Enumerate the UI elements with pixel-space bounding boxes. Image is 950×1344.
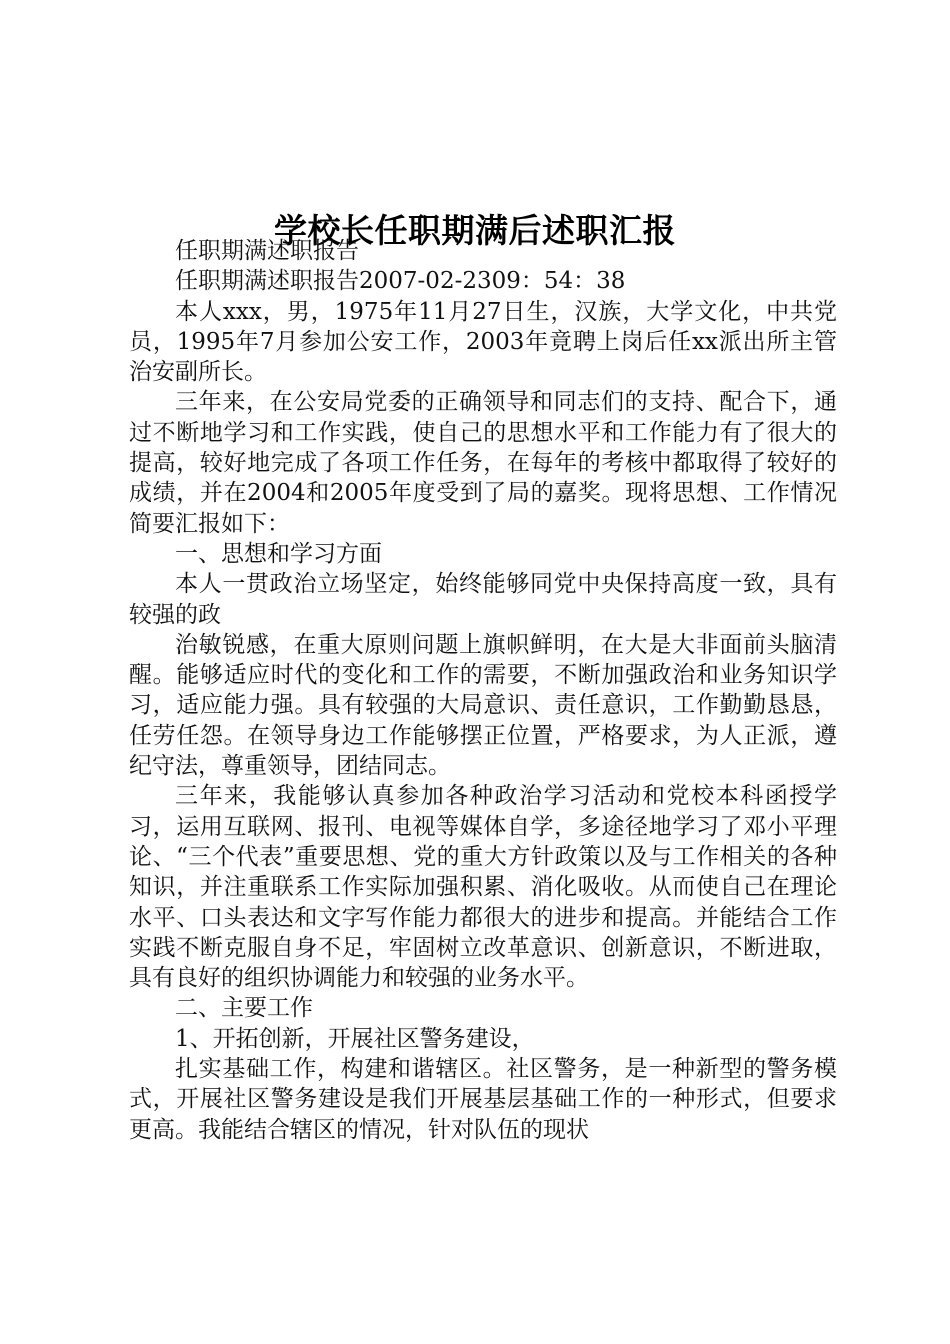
paragraph: 治敏锐感，在重大原则问题上旗帜鲜明，在大是大非面前头脑清醒。能够适应时代的变化和工作的需要，不断加强政治和业务知识学习，适应能力强。具有较强的大局意识、责任意识，工作勤勤恳恳，任劳任怨。在领导身边工作能够摆正位置，严格要求，为人正派，遵纪守法，尊重领导，团结同志。 [129,631,837,780]
document-title: 学校长任职期满后述职汇报 [274,211,676,251]
section-heading: 二、主要工作 [175,995,313,1022]
paragraph: 任职期满述职报告2007-02-2309：54：38 [175,268,626,295]
paragraph: 任职期满述职报告 [175,238,359,264]
document-body [129,236,837,1145]
paragraph: 三年来，我能够认真参加各种政治学习活动和党校本科函授学习，运用互联网、报刊、电视等媒体自学，多途径地学习了邓小平理论、“三个代表”重要思想、党的重大方针政策以及与工作相关的各种知识，并注重联系工作实际加强积累、消化吸收。从而使自己在理论水平、口头表达和文字写作能力都很大的进步和提高。并能结合工作实践不断克服自身不足，牢固树立改革意识、创新意识，不断进取，具有良好的组织协调能力和较强的业务水平。 [129,783,837,992]
paragraph: 本人一贯政治立场坚定，始终能够同党中央保持高度一致，具有较强的政 [129,571,837,628]
paragraph: 扎实基础工作，构建和谐辖区。社区警务，是一种新型的警务模式，开展社区警务建设是我们开展基层基础工作的一种形式，但要求更高。我能结合辖区的情况，针对队伍的现状 [129,1056,837,1143]
paragraph: 三年来，在公安局党委的正确领导和同志们的支持、配合下，通过不断地学习和工作实践，使自己的思想水平和工作能力有了很大的提高，较好地完成了各项工作任务，在每年的考核中都取得了较好的成绩，并在2004和2005年度受到了局的嘉奖。现将思想、工作情况简要汇报如下： [129,389,837,537]
paragraph: 本人xxx，男，1975年11月27日生，汉族，大学文化，中共党员，1995年7月参加公安工作，2003年竟聘上岗后任xx派出所主管治安副所长。 [129,298,837,386]
subsection-heading: 1、开拓创新，开展社区警务建设， [175,1025,535,1052]
section-heading: 一、思想和学习方面 [175,540,382,567]
